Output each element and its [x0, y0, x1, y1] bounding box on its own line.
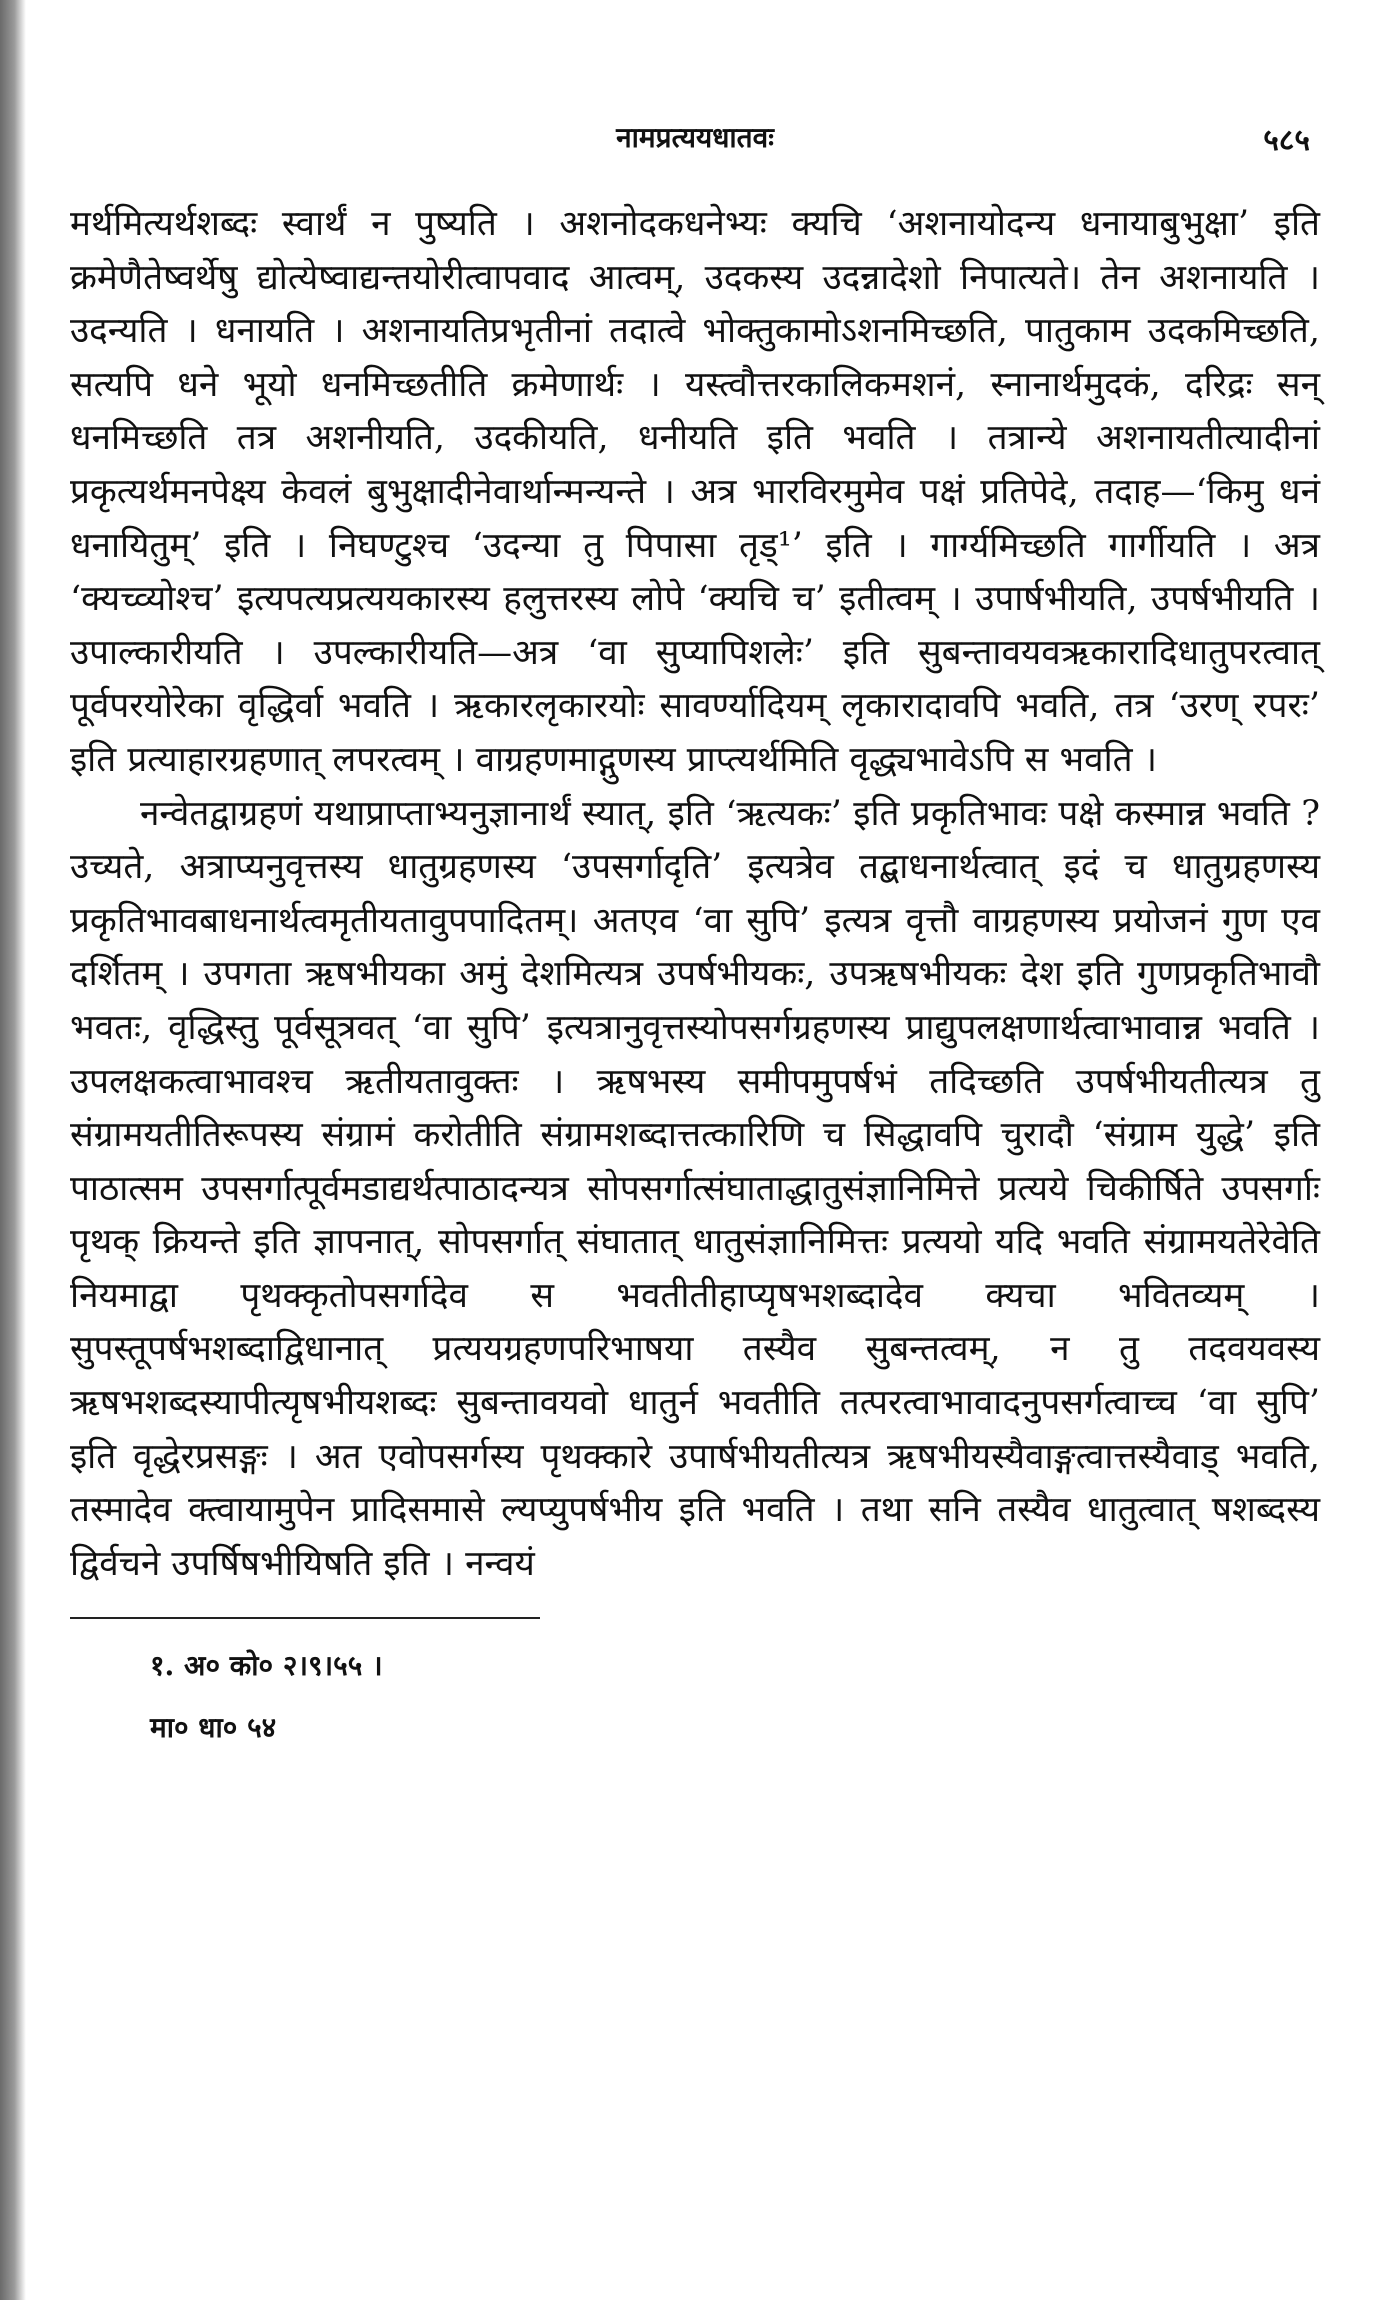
footnote-2: मा० धा० ५४ [150, 1711, 277, 1745]
footnotes [70, 1635, 1320, 1759]
page-header [70, 118, 1320, 178]
paragraph-1: मर्थमित्यर्थशब्दः स्वार्थं न पुष्यति । अशनोदकधनेभ्यः क्यचि ‘अशनायोदन्य धनायाबुभुक्षा’ इति क्रमेणैतेष्वर्थेषु द्योत्येष्वाद्यन्तयोरीत्वापवाद आत्वम्, उदकस्य उदन्नादेशो निपात्यते। तेन अशनायति । उदन्यति । धनायति । अशनायतिप्रभृतीनां तदात्वे भोक्तुकामोऽशनमिच्छति, पातुकाम उदकमिच्छति, सत्यपि धने भूयो धनमिच्छतीति क्रमेणार्थः । यस्त्वौत्तरकालिकमशनं, स्नानार्थमुदकं, दरिद्रः सन् धनमिच्छति तत्र अशनीयति, उदकीयति, धनीयति इति भवति । तत्रान्ये अशनायतीत्यादीनां प्रकृत्यर्थमनपेक्ष्य केवलं बुभुक्षादीनेवार्थान्मन्यन्ते । अत्र भारविरमुमेव पक्षं प्रतिपेदे, तदाह—‘किमु धनं धनायितुम्’ इति । निघण्टुश्च ‘उदन्या तु पिपासा तृड्¹’ इति । गार्ग्यमिच्छति गार्गीयति । अत्र ‘क्यच्व्योश्च’ इत्यपत्यप्रत्ययकारस्य हलुत्तरस्य लोपे ‘क्यचि च’ इतीत्वम् । उपार्षभीयति, उपर्षभीयति । उपाल्कारीयति । उपल्कारीयति—अत्र ‘वा सुप्यापिशलेः’ इति सुबन्तावयवऋकारादिधातुपरत्वात् पूर्वपरयोरेका वृद्धिर्वा भवति । ऋकारलृकारयोः सावर्ण्यादियम् लृकारादावपि भवति, तत्र ‘उरण् रपरः’ इति प्रत्याहारग्रहणात् लपरत्वम् । वाग्रहणमाद्गुणस्य प्राप्त्यर्थमिति वृद्ध्यभावेऽपि स भवति । [70, 204, 1320, 780]
document-page [70, 118, 1320, 1759]
footnote-divider [70, 1617, 540, 1619]
page-number: ५८५ [1263, 123, 1310, 158]
running-head: नामप्रत्ययधातवः [616, 121, 774, 154]
paragraph-2: नन्वेतद्वाग्रहणं यथाप्राप्ताभ्यनुज्ञानार्थं स्यात्, इति ‘ऋत्यकः’ इति प्रकृतिभावः पक्षे कस्मान्न भवति ? उच्यते, अत्राप्यनुवृत्तस्य धातुग्रहणस्य ‘उपसर्गादृति’ इत्यत्रेव तद्बाधनार्थत्वात् इदं च धातुग्रहणस्य प्रकृतिभावबाधनार्थत्वमृतीयतावुपपादितम्। अतएव ‘वा सुपि’ इत्यत्र वृत्तौ वाग्रहणस्य प्रयोजनं गुण एव दर्शितम् । उपगता ऋषभीयका अमुं देशमित्यत्र उपर्षभीयकः, उपऋषभीयकः देश इति गुणप्रकृतिभावौ भवतः, वृद्धिस्तु पूर्वसूत्रवत् ‘वा सुपि’ इत्यत्रानुवृत्तस्योपसर्गग्रहणस्य प्राद्युपलक्षणार्थत्वाभावान्न भवति । उपलक्षकत्वाभावश्च ऋतीयतावुक्तः । ऋषभस्य समीपमुपर्षभं तदिच्छति उपर्षभीयतीत्यत्र तु संग्रामयतीतिरूपस्य संग्रामं करोतीति संग्रामशब्दात्तत्कारिणि च सिद्धावपि चुरादौ ‘संग्राम युद्धे’ इति पाठात्सम उपसर्गात्पूर्वमडाद्यर्थत्पाठादन्यत्र सोपसर्गात्संघाताद्धातुसंज्ञानिमित्ते प्रत्यये चिकीर्षिते उपसर्गाः पृथक् क्रियन्ते इति ज्ञापनात्, सोपसर्गात् संघातात् धातुसंज्ञानिमित्तः प्रत्ययो यदि भवति संग्रामयतेरेवेति नियमाद्वा पृथक्कृतोपसर्गादेव स भवतीतीहाप्यृषभशब्दादेव क्यचा भवितव्यम् । सुपस्तूपर्षभशब्दाद्विधानात् प्रत्ययग्रहणपरिभाषया तस्यैव सुबन्तत्वम्, न तु तदवयवस्य ऋषभशब्दस्यापीत्यृषभीयशब्दः सुबन्तावयवो धातुर्न भवतीति तत्परत्वाभावादनुपसर्गत्वाच्च ‘वा सुपि’ इति वृद्धेरप्रसङ्गः । अत एवोपसर्गस्य पृथक्कारे उपार्षभीयतीत्यत्र ऋषभीयस्यैवाङ्गत्वात्तस्यैवाड् भवति, तस्मादेव क्त्वायामुपेन प्रादिसमासे ल्यप्युपर्षभीय इति भवति । तथा सनि तस्यैव धातुत्वात् षशब्दस्य द्विर्वचने उपर्षिषभीयिषति इति । नन्वयं [70, 793, 1320, 1584]
scan-edge-shadow [0, 0, 26, 2300]
footnote-1: १. अ० को० २।९।५५ । [150, 1649, 383, 1683]
body-text [70, 198, 1320, 1591]
